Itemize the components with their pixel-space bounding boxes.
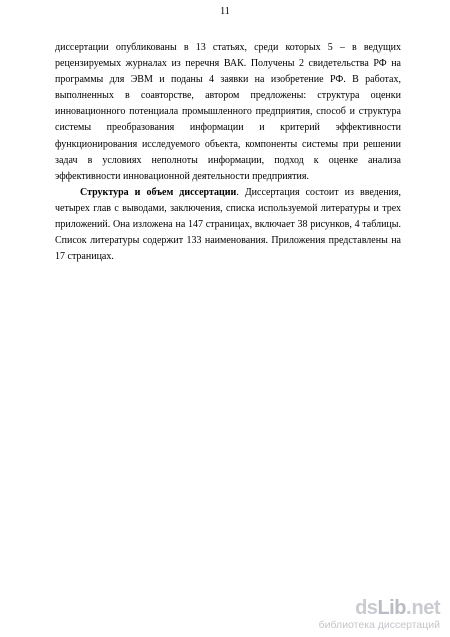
paragraph-publications [55, 40, 401, 185]
paragraph-heading: Структура и объем диссертации [80, 186, 237, 198]
logo-lib: Lib [377, 597, 406, 619]
paragraph-text: диссертации опубликованы в 13 статьях, среди которых 5 – в ведущих рецензируемых журналах из перечня ВАК. Получены 2 свидетельства РФ на программы для ЭВМ и поданы 4 заявки на изобретение РФ. В работах, выполненных в соавторстве, автором предложены: структура оценки инновационного потенциала промышленного предприятия, способ и структура системы преобразования информации и критерий эффективности функционирования исследуемого объекта, компоненты системы при решении задач в условиях неполноты информации, подход к оценке анализа эффективности инновационной деятельности предприятия. [55, 42, 401, 182]
logo-net: net [411, 597, 440, 619]
watermark-tagline: библиотека диссертаций [318, 619, 440, 631]
page-number: 11 [220, 6, 230, 17]
dslib-watermark [319, 598, 440, 631]
dslib-logo [319, 598, 440, 618]
paragraph-structure [55, 185, 401, 265]
logo-dot: . [405, 597, 412, 619]
logo-ds: ds [355, 597, 378, 619]
document-body [55, 40, 401, 265]
paragraph-text: . Диссертация состоит из введения, четырех глав с выводами, заключения, списка используемой литературы и трех приложений. Она изложена на 147 страницах, включает 38 рисунков, 4 таблицы. Список литературы содержит 133 наименования. Приложения представлены на 17 страницах. [55, 186, 401, 263]
